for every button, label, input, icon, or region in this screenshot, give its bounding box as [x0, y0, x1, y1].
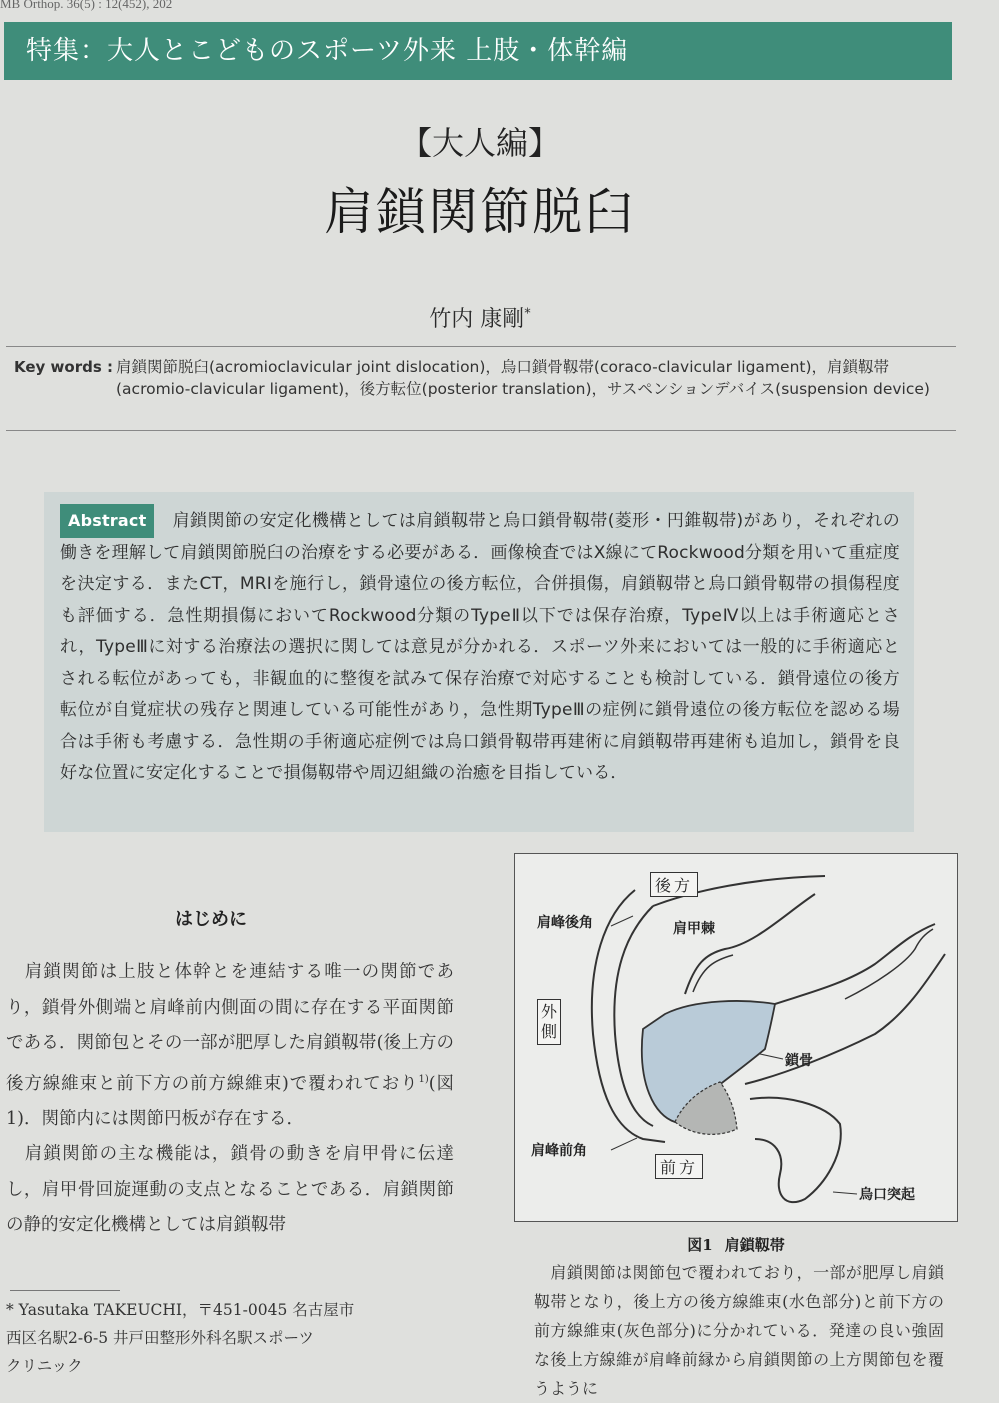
lateral-label: 外側 — [537, 999, 561, 1045]
shoulder-diagram — [515, 854, 957, 1221]
author — [0, 302, 960, 333]
acromion-outline-inner — [614, 906, 653, 1126]
right-column-text: 肩鎖関節は関節包で覆われており，一部が肥厚し肩鎖靱帯となり，後上方の後方線維束(水色部分)と前下方の前方線維束(灰色部分)に分かれている．発達の良い強固な後上方線維が肩峰前縁から肩鎖関節の上方関節包を覆うように — [534, 1263, 944, 1398]
footnote-line-2: 西区名駅2-6-5 井戸田整形外科名駅スポーツ — [6, 1329, 314, 1347]
leader-anterior-angle — [611, 1138, 637, 1150]
leader-clavicle — [760, 1054, 783, 1059]
body-column — [6, 955, 454, 1244]
author-mark: * — [524, 306, 531, 322]
clavicle-lower — [745, 954, 945, 1084]
posterior-angle-label: 肩峰後角 — [537, 915, 593, 931]
author-name: 竹内 康剛 — [429, 307, 525, 332]
clavicle-label: 鎖骨 — [785, 1053, 813, 1069]
scapular-spine-lower — [685, 894, 815, 994]
abstract-body — [60, 504, 900, 790]
scapular-spine-label: 肩甲棘 — [673, 921, 715, 937]
paragraph-2: 肩鎖関節の主な機能は，鎖骨の動きを肩甲骨に伝達し，肩甲骨回旋運動の支点となることである．肩鎖関節の静的安定化機構としては肩鎖靱帯 — [6, 1144, 454, 1236]
article-title: 肩鎖関節脱臼 — [324, 183, 636, 241]
footnote-line-1: * Yasutaka TAKEUCHI，〒451-0045 名古屋市 — [6, 1301, 355, 1319]
keywords-label: Key words : — [14, 358, 113, 376]
article-subtitle: 【大人編】 — [399, 124, 560, 162]
feature-banner — [4, 22, 952, 80]
footnote-line-3: クリニック — [6, 1357, 83, 1375]
divider-bottom — [6, 430, 956, 431]
clavicle-upper — [775, 924, 935, 1004]
paragraph-1: 肩鎖関節は上肢と体幹とを連結する唯一の関節であり，鎖骨外側端と肩峰前内側面の間に存在する平面関節である．関節包とその一部が肥厚した肩鎖靱帯(後上方の後方線維束と前下方の前方線維束)で覆われており$^{1)}$(図1)．関節内には関節円板が存在する． — [6, 962, 455, 1129]
coracoid-process — [750, 1098, 841, 1202]
figure-caption — [514, 1234, 958, 1255]
coracoid-label: 烏口突起 — [859, 1187, 915, 1203]
running-head: MB Orthop. 36(5) : 12(452), 202 — [0, 0, 173, 11]
leader-posterior-angle — [611, 916, 633, 926]
leader-coracoid — [833, 1192, 857, 1194]
divider-top — [6, 346, 956, 347]
citation-sup: 1) — [418, 1073, 429, 1085]
anterior-angle-label: 肩峰前角 — [531, 1143, 587, 1159]
anterior-label: 前方 — [655, 1154, 703, 1179]
keywords-text: 肩鎖関節脱臼(acromioclavicular joint dislocation)，烏口鎖骨靱帯(coraco-clavicular ligament)，肩鎖靱帯(acromio-clavicular ligament)，後方転位(posterior translation)，サスペンションデバイス(suspension device) — [116, 358, 930, 398]
caption-number: 図1 — [687, 1236, 713, 1254]
banner-text: 特集：大人とこどものスポーツ外来 上肢・体幹編 — [26, 36, 629, 66]
abstract-badge: Abstract — [60, 504, 154, 538]
figure-1 — [514, 853, 958, 1222]
posterior-label: 後方 — [650, 872, 698, 897]
abstract-text: 肩鎖関節の安定化機構としては肩鎖靱帯と烏口鎖骨靱帯(菱形・円錐靱帯)があり，それぞれの働きを理解して肩鎖関節脱臼の治療をする必要がある．画像検査ではX線にてRockwood分類を用いて重症度を決定する．またCT，MRIを施行し，鎖骨遠位の後方転位，合併損傷，肩鎖靱帯と烏口鎖骨靱帯の損傷程度も評価する．急性期損傷においてRockwood分類のTypeⅡ以下では保存治療，TypeⅣ以上は手術適応とされ，TypeⅢに対する治療法の選択に関しては意見が分かれる．スポーツ外来においては一般的に手術適応とされる転位があっても，非観血的に整復を試みて保存治療で対応することも検討している．鎖骨遠位の後方転位が自覚症状の残存と関連している可能性があり，急性期TypeⅢの症例に鎖骨遠位の後方転位を認める場合は手術も考慮する．急性期の手術適応症例では烏口鎖骨靱帯再建術に肩鎖靱帯再建術も追加し，鎖骨を良好な位置に安定化することで損傷靱帯や周辺組織の治癒を目指している． — [60, 511, 900, 783]
footnote — [6, 1296, 446, 1380]
section-heading: はじめに — [175, 909, 247, 930]
abstract-box — [44, 492, 914, 832]
footnote-rule — [10, 1290, 120, 1291]
caption-text: 肩鎖靱帯 — [724, 1236, 785, 1254]
scapular-spine-inner — [693, 955, 733, 992]
